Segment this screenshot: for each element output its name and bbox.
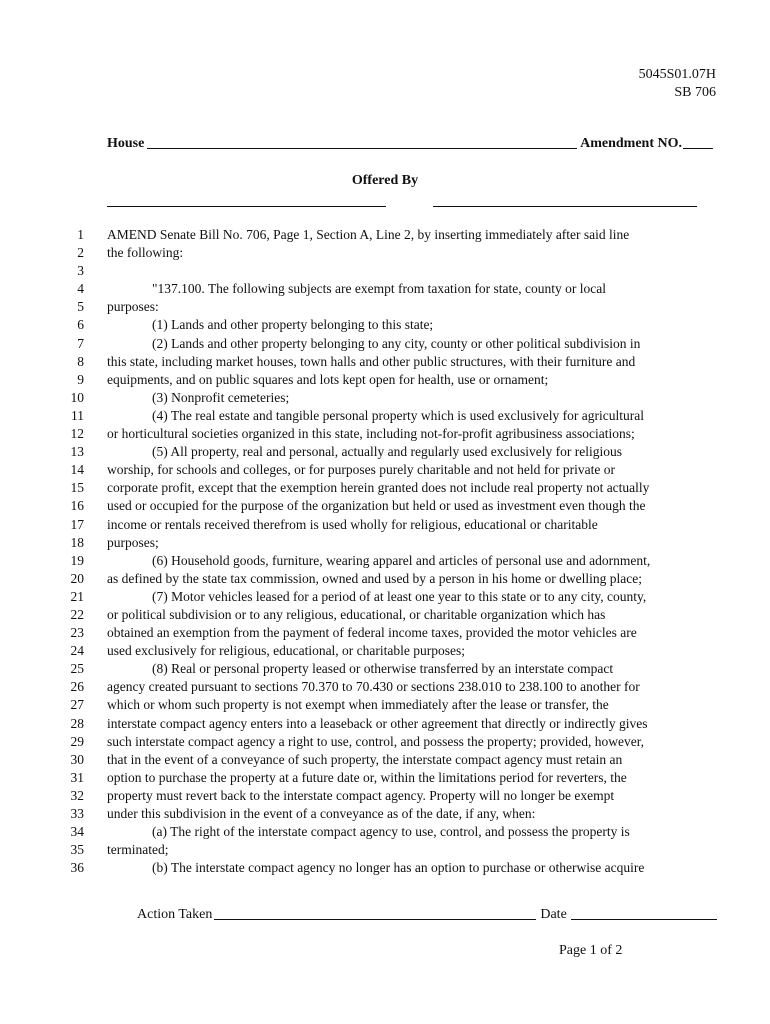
line-text: purposes; [107,534,159,550]
line-text: interstate compact agency enters into a leaseback or other agreement that directly or indirectly gives [107,715,648,731]
line-number: 2 [77,245,84,261]
line-number: 33 [70,806,84,821]
numbered-line [0,425,770,443]
numbered-line [0,624,770,642]
document-id: 5045S01.07H [638,67,716,82]
line-text: (7) Motor vehicles leased for a period of at least one year to this state or to any city, county, [152,588,647,604]
line-text: (4) The real estate and tangible personal property which is used exclusively for agricultural [152,407,644,423]
numbered-line [0,715,770,733]
numbered-line [0,516,770,534]
line-text: (5) All property, real and personal, actually and regularly used exclusively for religious [152,444,622,460]
numbered-line [0,443,770,461]
action-taken-blank [214,918,536,920]
line-number: 18 [70,534,84,550]
bill-number: SB 706 [674,85,716,100]
line-text: (6) Household goods, furniture, wearing apparel and articles of personal use and adornment, [152,552,651,568]
line-text: (1) Lands and other property belonging to this state; [152,317,434,333]
line-text: corporate profit, except that the exemption herein granted does not include real property not actually [107,480,650,496]
numbered-line [0,244,770,262]
numbered-line [0,389,770,407]
line-number: 35 [70,842,84,858]
line-number: 7 [77,335,84,351]
line-text: such interstate compact agency a right to use, control, and possess the property; provided, however, [107,733,645,749]
line-text: which or whom such property is not exempt when immediately after the lease or transfer, the [107,697,609,713]
line-number: 14 [70,462,84,478]
house-blank [147,147,577,149]
line-number: 19 [70,552,84,568]
line-number: 29 [70,733,84,749]
line-text: AMEND Senate Bill No. 706, Page 1, Section A, Line 2, by inserting immediately after said line [107,227,630,242]
numbered-line [0,823,770,841]
line-text: (8) Real or personal property leased or otherwise transferred by an interstate compact [152,661,614,677]
line-text: used or occupied for the purpose of the organization but held or used as investment even though the [107,498,646,514]
line-number: 12 [70,426,84,442]
amendment-number-blank [683,147,713,149]
house-amendment-line [107,136,713,152]
action-taken-row [137,907,717,923]
line-number: 32 [70,787,84,803]
numbered-line [0,606,770,624]
line-text: (a) The right of the interstate compact agency to use, control, and possess the property is [152,824,630,840]
line-text: or horticultural societies organized in this state, including not-for-profit agribusiness associations; [107,426,635,442]
numbered-line [0,226,770,244]
line-text: this state, including market houses, town halls and other public structures, with their furniture and [107,353,636,369]
line-number: 17 [70,516,84,532]
line-number: 1 [77,227,84,242]
line-text: as defined by the state tax commission, owned and used by a person in his home or dwelling place; [107,570,643,586]
numbered-line [0,262,770,280]
action-taken-label: Action Taken [137,907,213,922]
line-number: 8 [77,353,84,369]
line-number: 30 [70,751,84,767]
numbered-line [0,316,770,334]
line-text: obtained an exemption from the payment of federal income taxes, provided the motor vehicles are [107,625,637,641]
house-label: House [107,136,145,151]
numbered-line [0,570,770,588]
numbered-line [0,479,770,497]
line-number: 6 [77,317,84,333]
line-number: 15 [70,480,84,496]
line-text: that in the event of a conveyance of such property, the interstate compact agency must retain an [107,751,623,767]
line-number: 21 [70,588,84,604]
offered-by-name-line [433,205,697,207]
date-label: Date [540,907,567,922]
line-text: income or rentals received therefrom is used wholly for religious, educational or charitable [107,516,598,532]
line-number: 13 [70,444,84,460]
offered-by-label: Offered By [351,173,419,188]
line-text: "137.100. The following subjects are exempt from taxation for state, county or local [152,281,607,297]
line-text: used exclusively for religious, educational, or charitable purposes; [107,643,466,659]
line-text: property must revert back to the interstate compact agency. Property will no longer be exempt [107,787,615,803]
line-number: 25 [70,661,84,677]
line-text: agency created pursuant to sections 70.370 to 70.430 or sections 238.010 to 238.100 to another for [107,679,640,695]
offered-by-signature-line [107,205,386,207]
line-text: (2) Lands and other property belonging to any city, county or other political subdivision in [152,335,641,351]
line-number: 31 [70,769,84,785]
line-text: purposes: [107,299,159,315]
numbered-line [0,298,770,316]
line-text: equipments, and on public squares and lots kept open for health, use or ornament; [107,371,549,387]
numbered-line [0,280,770,298]
numbered-line [0,497,770,515]
line-number: 28 [70,715,84,731]
amendment-body [0,226,770,877]
line-number: 26 [70,679,84,695]
line-number: 4 [77,281,84,297]
line-number: 16 [70,498,84,514]
line-number: 34 [70,824,84,840]
line-text: (3) Nonprofit cemeteries; [152,389,290,405]
line-number: 3 [77,263,84,279]
numbered-line [0,552,770,570]
numbered-line [0,696,770,714]
numbered-line [0,588,770,606]
date-blank [571,918,717,920]
line-number: 20 [70,570,84,586]
line-number: 23 [70,625,84,641]
numbered-line [0,751,770,769]
line-number: 27 [70,697,84,713]
line-text: under this subdivision in the event of a conveyance as of the date, if any, when: [107,806,536,821]
line-text: option to purchase the property at a future date or, within the limitations period for reverters, the [107,769,627,785]
line-text: worship, for schools and colleges, or for purposes purely charitable and not held for private or [107,462,615,478]
line-number: 22 [70,606,84,622]
numbered-line [0,371,770,389]
numbered-line [0,787,770,805]
line-number: 36 [70,860,84,876]
line-text: terminated; [107,842,169,858]
numbered-line [0,335,770,353]
line-number: 11 [71,407,84,423]
line-number: 10 [70,389,84,405]
numbered-line [0,407,770,425]
page-number: Page 1 of 2 [559,943,623,958]
line-number: 24 [70,643,84,659]
line-text: or political subdivision or to any religious, educational, or charitable organization which has [107,606,606,622]
numbered-line [0,353,770,371]
amendment-label: Amendment NO. [580,136,682,151]
numbered-line [0,678,770,696]
line-number: 5 [77,299,84,315]
numbered-line [0,660,770,678]
numbered-line [0,769,770,787]
numbered-line [0,841,770,859]
numbered-line [0,642,770,660]
numbered-line [0,534,770,552]
numbered-line [0,733,770,751]
numbered-line [0,859,770,877]
numbered-line [0,461,770,479]
line-text: (b) The interstate compact agency no longer has an option to purchase or otherwise acquire [152,860,645,876]
numbered-line [0,805,770,823]
line-number: 9 [77,371,84,387]
line-text: the following: [107,245,184,261]
